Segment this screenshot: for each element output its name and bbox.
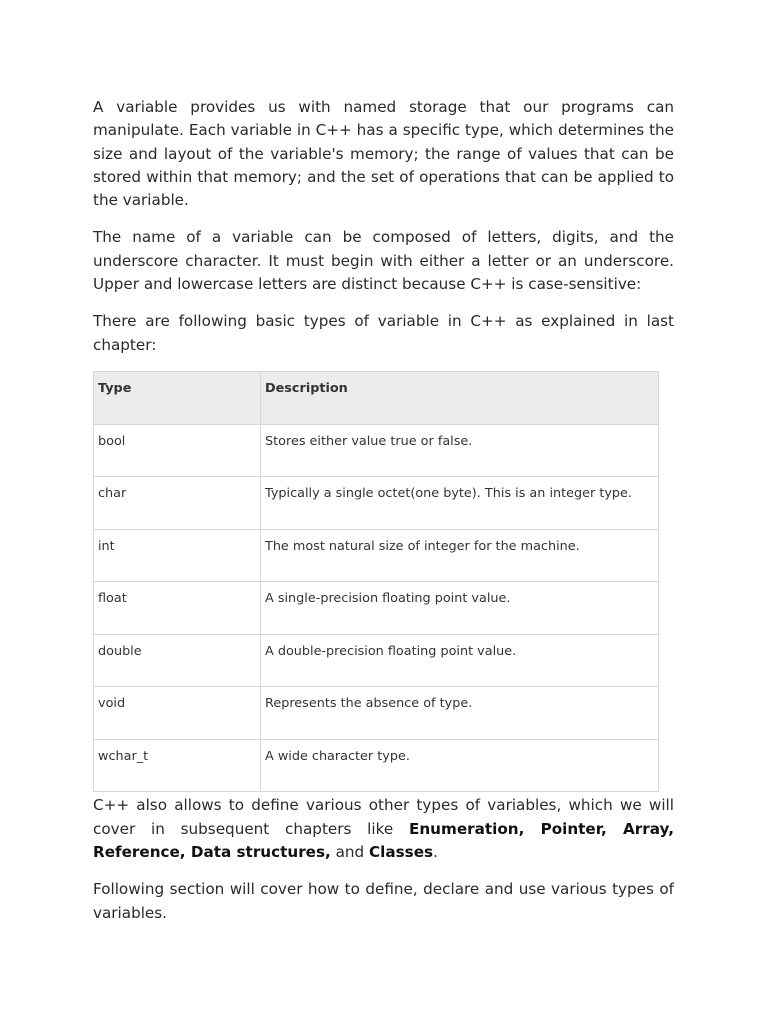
description-cell: Typically a single octet(one byte). This is an integer type. [261, 477, 659, 530]
other-types-bold-terms: Enumeration, Pointer, Array, Reference, Data structures, [93, 819, 674, 862]
table-row [94, 582, 659, 635]
intro-paragraph: A variable provides us with named storage that our programs can manipulate. Each variable in C++ has a specific type, which determines the size and layout of the variable's memory; the range of values that can be stored within that memory; and the set of operations that can be applied to the variable. [93, 98, 674, 210]
other-types-suffix: . [433, 843, 438, 862]
other-types-bold-last: Classes [369, 843, 434, 862]
table-row [94, 687, 659, 740]
type-cell: bool [94, 424, 261, 477]
table-row [94, 739, 659, 792]
type-cell: int [94, 529, 261, 582]
document-page [93, 96, 674, 939]
table-row [94, 634, 659, 687]
other-types-middle: and [330, 843, 370, 862]
table-row [94, 477, 659, 530]
type-cell: wchar_t [94, 739, 261, 792]
basic-types-paragraph: There are following basic types of variable in C++ as explained in last chapter: [93, 312, 674, 354]
description-cell: Stores either value true or false. [261, 424, 659, 477]
description-column-header: Description [261, 371, 659, 424]
other-types-paragraph [93, 794, 674, 864]
naming-paragraph: The name of a variable can be composed of letters, digits, and the underscore character. It must begin with either a letter or an underscore. Upper and lowercase letters are distinct because C++ is case-sensitive: [93, 228, 674, 294]
other-types-prefix: C++ also allows to define various other types of variables, which we will cover in subsequent chapters like [93, 796, 674, 838]
description-cell: Represents the absence of type. [261, 687, 659, 740]
description-cell: A wide character type. [261, 739, 659, 792]
type-cell: float [94, 582, 261, 635]
description-cell: A single-precision floating point value. [261, 582, 659, 635]
following-section-paragraph: Following section will cover how to define, declare and use various types of variables. [93, 880, 674, 922]
table-row [94, 529, 659, 582]
table-row [94, 424, 659, 477]
type-column-header: Type [94, 371, 261, 424]
description-cell: A double-precision floating point value. [261, 634, 659, 687]
type-cell: void [94, 687, 261, 740]
description-cell: The most natural size of integer for the machine. [261, 529, 659, 582]
variable-types-table [93, 371, 659, 793]
type-cell: double [94, 634, 261, 687]
type-cell: char [94, 477, 261, 530]
table-header-row [94, 371, 659, 424]
